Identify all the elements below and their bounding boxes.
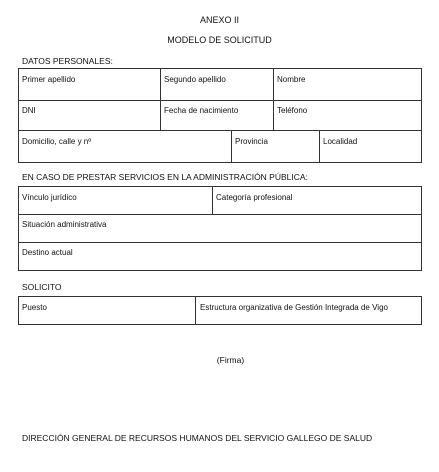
public-admin-table <box>18 186 422 271</box>
field-nombre[interactable]: Nombre <box>277 75 306 84</box>
col-divider <box>231 130 232 162</box>
field-fecha-nacimiento[interactable]: Fecha de nacimiento <box>164 106 239 115</box>
col-divider <box>273 69 274 100</box>
field-domicilio[interactable]: Domicilio, calle y nº <box>22 137 92 146</box>
public-admin-heading: EN CASO DE PRESTAR SERVICIOS EN LA ADMINISTRACIÓN PÚBLICA: <box>22 172 308 182</box>
field-telefono[interactable]: Teléfono <box>277 106 308 115</box>
col-divider <box>319 130 320 162</box>
field-situacion-administrativa[interactable]: Situación administrativa <box>22 220 107 229</box>
field-segundo-apellido[interactable]: Segundo apellido <box>164 75 226 84</box>
field-destino-actual[interactable]: Destino actual <box>22 248 73 257</box>
row-divider <box>19 100 421 101</box>
col-divider <box>195 297 196 324</box>
solicito-heading: SOLICITO <box>22 282 62 292</box>
col-divider <box>273 100 274 130</box>
personal-data-table <box>18 68 422 163</box>
field-provincia[interactable]: Provincia <box>235 137 268 146</box>
field-dni[interactable]: DNI <box>22 106 36 115</box>
field-vinculo-juridico[interactable]: Vínculo jurídico <box>22 193 77 202</box>
field-localidad[interactable]: Localidad <box>323 137 358 146</box>
row-divider <box>19 130 421 131</box>
field-categoria-profesional[interactable]: Categoría profesional <box>216 193 293 202</box>
signature-label: (Firma) <box>216 355 245 365</box>
footer-text: DIRECCIÓN GENERAL DE RECURSOS HUMANOS DEL SERVICIO GALLEGO DE SALUD <box>22 433 373 443</box>
row-divider <box>19 214 421 215</box>
annex-label: ANEXO II <box>199 15 239 25</box>
field-primer-apellido[interactable]: Primer apellido <box>22 75 76 84</box>
form-title: MODELO DE SOLICITUD <box>167 35 272 45</box>
personal-data-heading: DATOS PERSONALES: <box>22 56 113 66</box>
field-estructura-organizativa[interactable]: Estructura organizativa de Gestión Integrada de Vigo <box>200 303 388 312</box>
col-divider <box>160 69 161 100</box>
col-divider <box>160 100 161 130</box>
col-divider <box>212 187 213 214</box>
row-divider <box>19 242 421 243</box>
field-puesto[interactable]: Puesto <box>22 303 47 312</box>
solicito-table <box>18 296 422 325</box>
